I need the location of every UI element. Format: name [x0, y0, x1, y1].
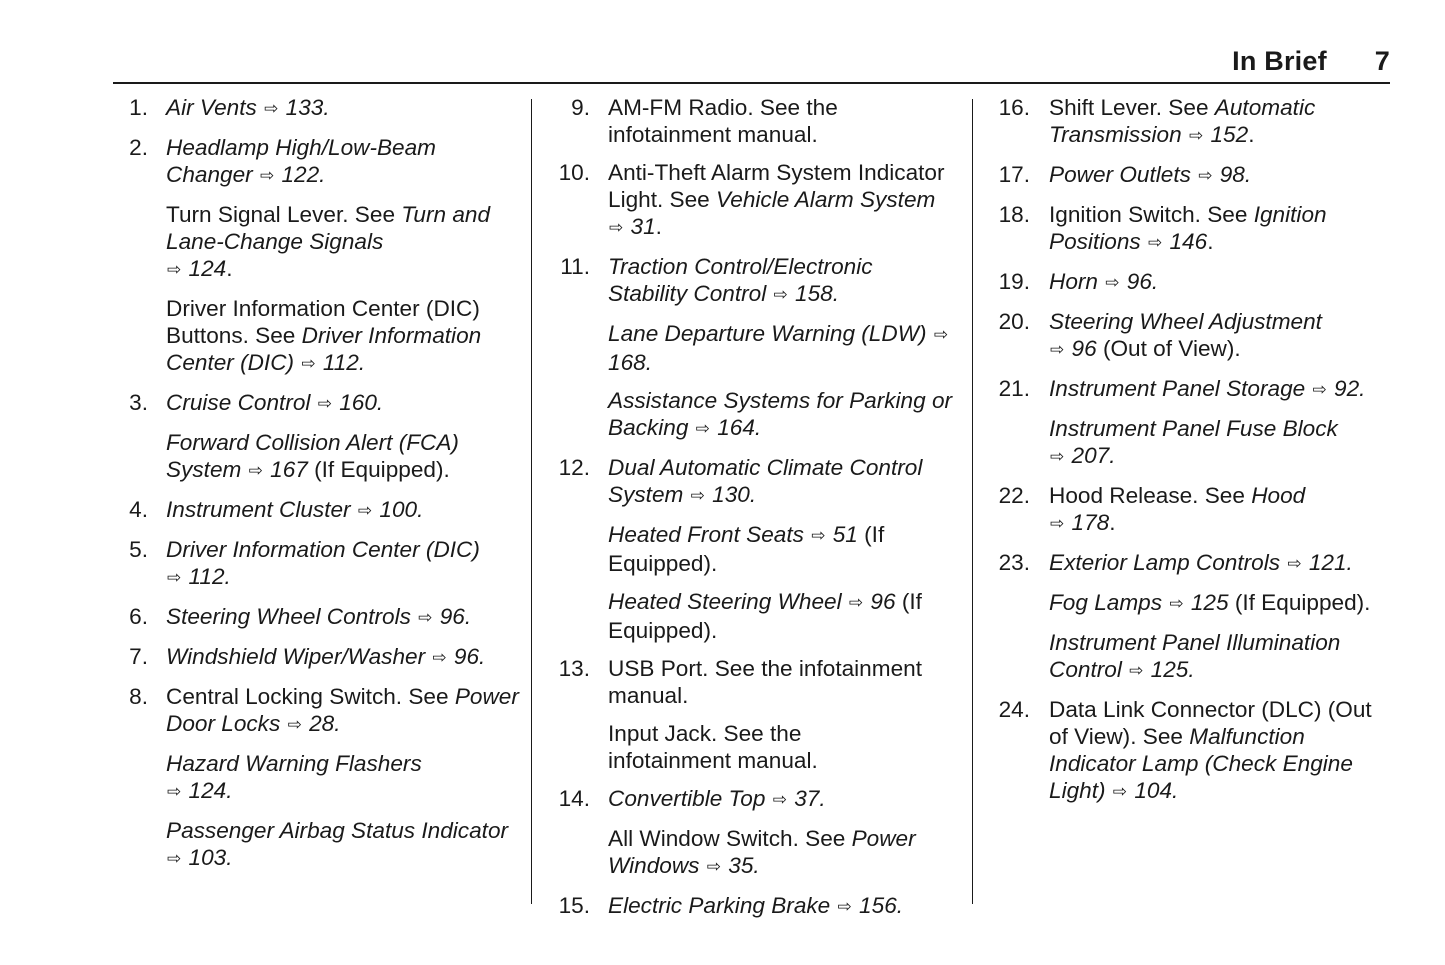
reference-text: Power Outlets — [1049, 162, 1198, 187]
item-number: 22. — [998, 483, 1030, 508]
page-reference-arrow-icon: ⇨ — [259, 166, 275, 185]
page-reference-arrow-icon: ⇨ — [1287, 554, 1302, 573]
legend-subitem — [124, 817, 519, 873]
legend-item-text — [166, 817, 519, 873]
reference-text: Horn — [1049, 269, 1105, 294]
reference-text: 96. — [447, 644, 486, 669]
reference-text: 122. — [275, 162, 326, 187]
reference-text: Air Vents — [166, 95, 264, 120]
legend-item — [996, 161, 1396, 190]
reference-text: Driver Information Center (DIC) — [166, 323, 482, 375]
plain-text: (If Equipped). — [307, 457, 450, 482]
legend-item-text — [608, 387, 956, 443]
reference-text: Instrument Panel Fuse Block — [1049, 416, 1338, 441]
item-number: 15. — [558, 893, 590, 918]
page-reference-arrow-icon: ⇨ — [690, 486, 705, 505]
page-reference-arrow-icon: ⇨ — [837, 897, 852, 916]
legend-item-text — [608, 720, 956, 774]
legend-item-text — [1049, 201, 1396, 257]
item-number: 13. — [558, 656, 590, 681]
reference-text: Instrument Panel Storage — [1049, 376, 1312, 401]
legend-item-text — [1049, 549, 1396, 578]
page-reference-arrow-icon: ⇨ — [1050, 447, 1065, 466]
plain-text: . — [1248, 122, 1255, 147]
page-header — [1232, 46, 1390, 77]
reference-text: Passenger Airbag Status Indicator — [166, 818, 509, 843]
legend-item-text — [1049, 696, 1396, 806]
legend-item — [124, 536, 519, 592]
page-reference-arrow-icon: ⇨ — [167, 568, 182, 587]
item-number: 21. — [998, 376, 1030, 401]
reference-text: Convertible Top — [608, 786, 772, 811]
legend-item — [556, 892, 956, 921]
item-number: 8. — [129, 684, 148, 709]
reference-text: Traction Control/Electronic Stability Control — [608, 254, 873, 306]
reference-text: 35. — [721, 853, 760, 878]
legend-subitem — [996, 415, 1396, 471]
plain-text: (If Equipped). — [608, 589, 922, 643]
plain-text: infotainment manual. — [608, 748, 818, 773]
reference-text: Power Door Locks — [166, 684, 519, 736]
legend-item-text — [1049, 161, 1396, 190]
legend-item-text — [608, 655, 956, 709]
legend-subitem — [556, 720, 956, 774]
legend-item-text — [166, 389, 519, 418]
page-reference-arrow-icon: ⇨ — [1198, 166, 1213, 185]
legend-subitem — [556, 825, 956, 881]
legend-item — [556, 94, 956, 148]
item-number: 20. — [998, 309, 1030, 334]
legend-item — [996, 94, 1396, 150]
legend-column-2 — [556, 94, 956, 932]
legend-item-text — [1049, 482, 1396, 538]
legend-item-text — [1049, 308, 1396, 364]
item-number: 9. — [571, 95, 590, 120]
plain-text: AM-FM Radio. See the infotainment manual. — [608, 95, 838, 147]
reference-text: Automatic Transmission — [1049, 95, 1316, 147]
reference-text: 164. — [710, 415, 762, 440]
legend-item-text — [166, 643, 519, 672]
reference-text: Electric Parking Brake — [608, 893, 837, 918]
legend-item — [996, 308, 1396, 364]
reference-text: 96. — [433, 604, 472, 629]
page-reference-arrow-icon: ⇨ — [167, 782, 182, 801]
legend-item — [996, 201, 1396, 257]
page-reference-arrow-icon: ⇨ — [418, 608, 433, 627]
plain-text: USB Port. See the infotainment manual. — [608, 656, 922, 708]
plain-text: (Out of View). — [1096, 336, 1241, 361]
reference-text: 100. — [373, 497, 424, 522]
legend-item — [996, 482, 1396, 538]
page-reference-arrow-icon: ⇨ — [848, 593, 864, 612]
legend-item — [556, 253, 956, 309]
legend-item-text — [1049, 415, 1396, 471]
page-reference-arrow-icon: ⇨ — [287, 715, 302, 734]
legend-item — [124, 643, 519, 672]
page-reference-arrow-icon: ⇨ — [1188, 126, 1204, 145]
reference-text: Instrument Cluster — [166, 497, 357, 522]
legend-subitem — [124, 750, 519, 806]
reference-text: 124 — [182, 256, 227, 281]
legend-item-text — [1049, 268, 1396, 297]
legend-item — [996, 268, 1396, 297]
reference-text: Heated Front Seats — [608, 522, 811, 547]
page-reference-arrow-icon: ⇨ — [1129, 661, 1144, 680]
plain-text: Ignition Switch. See — [1049, 202, 1254, 227]
reference-text: 125 — [1184, 590, 1229, 615]
page-reference-arrow-icon: ⇨ — [706, 857, 721, 876]
reference-text: 168. — [608, 350, 652, 375]
reference-text: 103. — [182, 845, 233, 870]
page-reference-arrow-icon: ⇨ — [1312, 380, 1327, 399]
item-number: 4. — [129, 497, 148, 522]
legend-subitem — [556, 387, 956, 443]
legend-item — [556, 655, 956, 709]
reference-text: 31 — [624, 214, 656, 239]
page-reference-arrow-icon: ⇨ — [167, 849, 182, 868]
reference-text: 28. — [302, 711, 341, 736]
legend-item-text — [1049, 629, 1396, 685]
reference-text: Hood — [1251, 483, 1306, 508]
legend-item-text — [608, 785, 956, 814]
reference-text: 96 — [864, 589, 896, 614]
reference-text: 98. — [1213, 162, 1252, 187]
item-number: 23. — [998, 550, 1030, 575]
reference-text: Steering Wheel Controls — [166, 604, 418, 629]
plain-text: . — [1109, 510, 1116, 535]
header-rule — [113, 82, 1390, 84]
plain-text: . — [226, 256, 233, 281]
page-reference-arrow-icon: ⇨ — [432, 648, 447, 667]
page-reference-arrow-icon: ⇨ — [167, 260, 182, 279]
reference-text: Instrument Panel Illumination Control — [1049, 630, 1341, 682]
legend-item-text — [1049, 375, 1396, 404]
plain-text: Turn Signal Lever. See — [166, 202, 402, 227]
legend-item — [556, 454, 956, 510]
item-number: 2. — [129, 135, 148, 160]
plain-text: Driver Information Center (DIC) Buttons. See — [166, 296, 480, 348]
legend-item-text — [166, 750, 519, 806]
page-reference-arrow-icon: ⇨ — [317, 394, 332, 413]
item-number: 6. — [129, 604, 148, 629]
legend-column-1 — [124, 94, 519, 884]
reference-text: Dual Automatic Climate Control System — [608, 455, 923, 507]
reference-text: 158. — [788, 281, 840, 306]
reference-text: 124. — [182, 778, 233, 803]
legend-subitem — [124, 201, 519, 284]
legend-item-text — [166, 683, 519, 739]
reference-text: Lane Departure Warning (LDW) — [608, 321, 933, 346]
reference-text: Steering Wheel Adjustment — [1049, 309, 1322, 334]
reference-text: 112. — [316, 350, 366, 375]
plain-text: Shift Lever. See — [1049, 95, 1215, 120]
reference-text: 133. — [279, 95, 330, 120]
legend-item-text — [166, 94, 519, 123]
reference-text: Heated Steering Wheel — [608, 589, 848, 614]
reference-text: Ignition Positions — [1049, 202, 1327, 254]
plain-text: (If Equipped). — [608, 522, 885, 576]
legend-item — [556, 159, 956, 242]
legend-item-text — [166, 201, 519, 284]
item-number: 10. — [558, 160, 590, 185]
page-number: 7 — [1374, 46, 1390, 76]
plain-text: Data Link Connector (DLC) (Out of View). See — [1049, 697, 1372, 749]
item-number: 14. — [558, 786, 590, 811]
legend-subitem — [556, 320, 956, 376]
plain-text: All Window Switch. See — [608, 826, 852, 851]
legend-item-text — [608, 320, 956, 376]
item-number: 12. — [558, 455, 590, 480]
plain-text: Input Jack. See the — [608, 721, 802, 746]
item-number: 18. — [998, 202, 1030, 227]
column-divider — [531, 99, 532, 904]
legend-item-text — [608, 94, 956, 148]
item-number: 24. — [998, 697, 1030, 722]
page-reference-arrow-icon: ⇨ — [264, 99, 279, 118]
page-reference-arrow-icon: ⇨ — [695, 419, 710, 438]
reference-text: 167 — [263, 457, 308, 482]
section-title: In Brief — [1232, 46, 1327, 76]
reference-text: Windshield Wiper/Washer — [166, 644, 432, 669]
item-number: 19. — [998, 269, 1030, 294]
reference-text: Turn and Lane-Change Signals — [166, 202, 491, 254]
reference-text: 207. — [1065, 443, 1116, 468]
reference-text: 96. — [1120, 269, 1159, 294]
legend-item — [124, 94, 519, 123]
reference-text: Malfunction Indicator Lamp (Check Engine Light) — [1049, 724, 1353, 803]
legend-item-text — [608, 588, 956, 644]
item-number: 1. — [129, 95, 148, 120]
page-reference-arrow-icon: ⇨ — [1050, 340, 1065, 359]
reference-text: Driver Information Center (DIC) — [166, 537, 480, 562]
reference-text: 96 — [1065, 336, 1097, 361]
legend-item — [556, 785, 956, 814]
legend-subitem — [556, 588, 956, 644]
reference-text: Fog Lamps — [1049, 590, 1169, 615]
reference-text: 156. — [852, 893, 904, 918]
legend-item-text — [1049, 589, 1396, 618]
reference-text: Headlamp High/Low-Beam Changer — [166, 135, 436, 187]
legend-item — [996, 696, 1396, 806]
legend-item-text — [608, 825, 956, 881]
page-reference-arrow-icon: ⇨ — [1112, 782, 1128, 801]
page-reference-arrow-icon: ⇨ — [811, 526, 826, 545]
reference-text: Assistance Systems for Parking or Backing — [608, 388, 953, 440]
legend-subitem — [124, 429, 519, 485]
legend-item-text — [608, 253, 956, 309]
legend-item-text — [608, 892, 956, 921]
legend-item-text — [166, 496, 519, 525]
legend-column-3 — [996, 94, 1396, 817]
column-divider — [972, 99, 973, 904]
page-reference-arrow-icon: ⇨ — [1169, 594, 1184, 613]
page-reference-arrow-icon: ⇨ — [772, 790, 787, 809]
plain-text: Anti-Theft Alarm System Indicator Light. See — [608, 160, 945, 212]
legend-item-text — [608, 159, 956, 242]
reference-text: Hazard Warning Flashers — [166, 751, 422, 776]
legend-item — [996, 549, 1396, 578]
reference-text: 152 — [1204, 122, 1249, 147]
legend-item-text — [166, 134, 519, 190]
reference-text: 104. — [1128, 778, 1179, 803]
reference-text: 92. — [1327, 376, 1366, 401]
legend-item-text — [608, 521, 956, 577]
reference-text: 125. — [1144, 657, 1195, 682]
item-number: 17. — [998, 162, 1030, 187]
reference-text: 146 — [1163, 229, 1208, 254]
reference-text: 121. — [1302, 550, 1353, 575]
reference-text: 37. — [787, 786, 826, 811]
legend-item — [124, 389, 519, 418]
legend-item-text — [166, 429, 519, 485]
page-reference-arrow-icon: ⇨ — [933, 325, 949, 344]
legend-item — [124, 496, 519, 525]
plain-text: Central Locking Switch. See — [166, 684, 455, 709]
reference-text: Forward Collision Alert (FCA) System — [166, 430, 459, 482]
plain-text: . — [655, 214, 662, 239]
legend-item — [124, 134, 519, 190]
item-number: 16. — [998, 95, 1030, 120]
page-reference-arrow-icon: ⇨ — [1105, 273, 1120, 292]
page-reference-arrow-icon: ⇨ — [1050, 514, 1065, 533]
legend-item-text — [166, 603, 519, 632]
reference-text: Cruise Control — [166, 390, 317, 415]
legend-item-text — [608, 454, 956, 510]
page-reference-arrow-icon: ⇨ — [248, 461, 263, 480]
page-reference-arrow-icon: ⇨ — [609, 218, 624, 237]
plain-text: Hood Release. See — [1049, 483, 1252, 508]
reference-text: 160. — [332, 390, 384, 415]
legend-subitem — [124, 295, 519, 378]
reference-text: 130. — [705, 482, 757, 507]
reference-text: Power Windows — [608, 826, 916, 878]
legend-subitem — [996, 629, 1396, 685]
item-number: 11. — [560, 254, 590, 279]
item-number: 3. — [129, 390, 148, 415]
legend-item-text — [1049, 94, 1396, 150]
legend-subitem — [556, 521, 956, 577]
legend-item — [996, 375, 1396, 404]
page-reference-arrow-icon: ⇨ — [357, 501, 373, 520]
reference-text: Vehicle Alarm System — [716, 187, 936, 212]
legend-item — [124, 683, 519, 739]
legend-item-text — [166, 295, 519, 378]
page-reference-arrow-icon: ⇨ — [1147, 233, 1163, 252]
page-reference-arrow-icon: ⇨ — [301, 354, 316, 373]
plain-text: . — [1207, 229, 1214, 254]
item-number: 7. — [129, 644, 148, 669]
legend-subitem — [996, 589, 1396, 618]
legend-item-text — [166, 536, 519, 592]
reference-text: 178 — [1065, 510, 1110, 535]
reference-text: 51 — [826, 522, 858, 547]
reference-text: Exterior Lamp Controls — [1049, 550, 1287, 575]
reference-text: 112. — [182, 564, 231, 589]
plain-text: (If Equipped). — [1228, 590, 1371, 615]
item-number: 5. — [129, 537, 148, 562]
page-reference-arrow-icon: ⇨ — [773, 285, 788, 304]
legend-item — [124, 603, 519, 632]
